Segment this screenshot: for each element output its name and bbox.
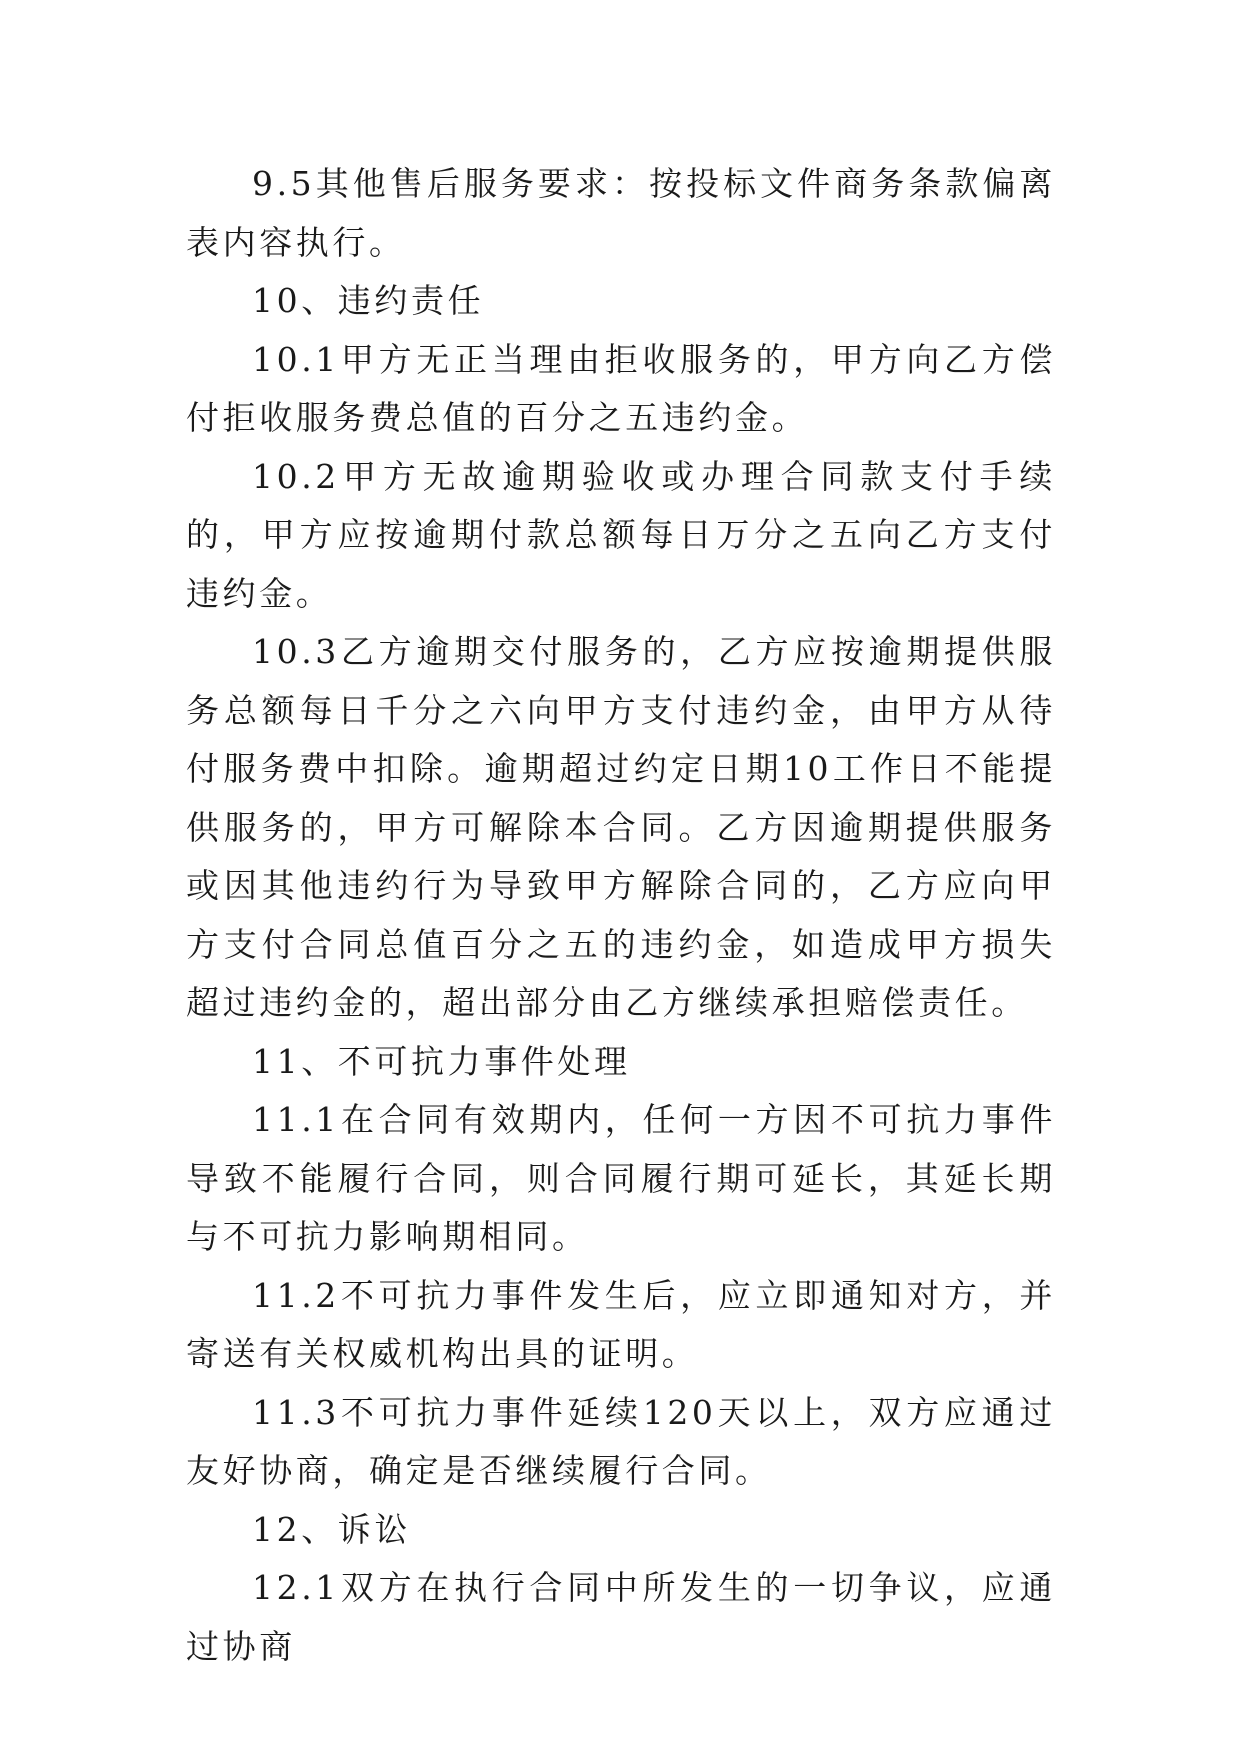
section-heading-12: 12、诉讼 (252, 1509, 411, 1549)
section-heading-10: 10、违约责任 (252, 281, 485, 320)
clause-10-1: 10.1甲方无正当理由拒收服务的，甲方向乙方偿付拒收服务费总值的百分之五违约金。 (186, 339, 1056, 437)
clause-11-3: 11.3不可抗力事件延续120天以上，双方应通过友好协商，确定是否继续履行合同。 (186, 1392, 1056, 1490)
clause-11-2: 11.2不可抗力事件发生后，应立即通知对方，并寄送有关权威机构出具的证明。 (186, 1275, 1056, 1373)
clause-12-1: 12.1双方在执行合同中所发生的一切争议，应通过协商 (186, 1568, 1056, 1666)
clause-11-1: 11.1在合同有效期内，任何一方因不可抗力事件导致不能履行合同，则合同履行期可延长，其延长期与不可抗力影响期相同。 (186, 1100, 1056, 1256)
clause-9-5: 9.5其他售后服务要求：按投标文件商务条款偏离表内容执行。 (186, 164, 1056, 262)
section-heading-11: 11、不可抗力事件处理 (252, 1041, 631, 1081)
document-body (186, 155, 1056, 1676)
clause-10-2: 10.2甲方无故逾期验收或办理合同款支付手续的，甲方应按逾期付款总额每日万分之五向乙方支付违约金。 (186, 456, 1056, 613)
clause-10-3: 10.3乙方逾期交付服务的，乙方应按逾期提供服务总额每日千分之六向甲方支付违约金，由甲方从待付服务费中扣除。逾期超过约定日期10工作日不能提供服务的，甲方可解除本合同。乙方因逾期提供服务或因其他违约行为导致甲方解除合同的，乙方应向甲方支付合同总值百分之五的违约金，如造成甲方损失超过违约金的，超出部分由乙方继续承担赔偿责任。 (186, 632, 1056, 1022)
